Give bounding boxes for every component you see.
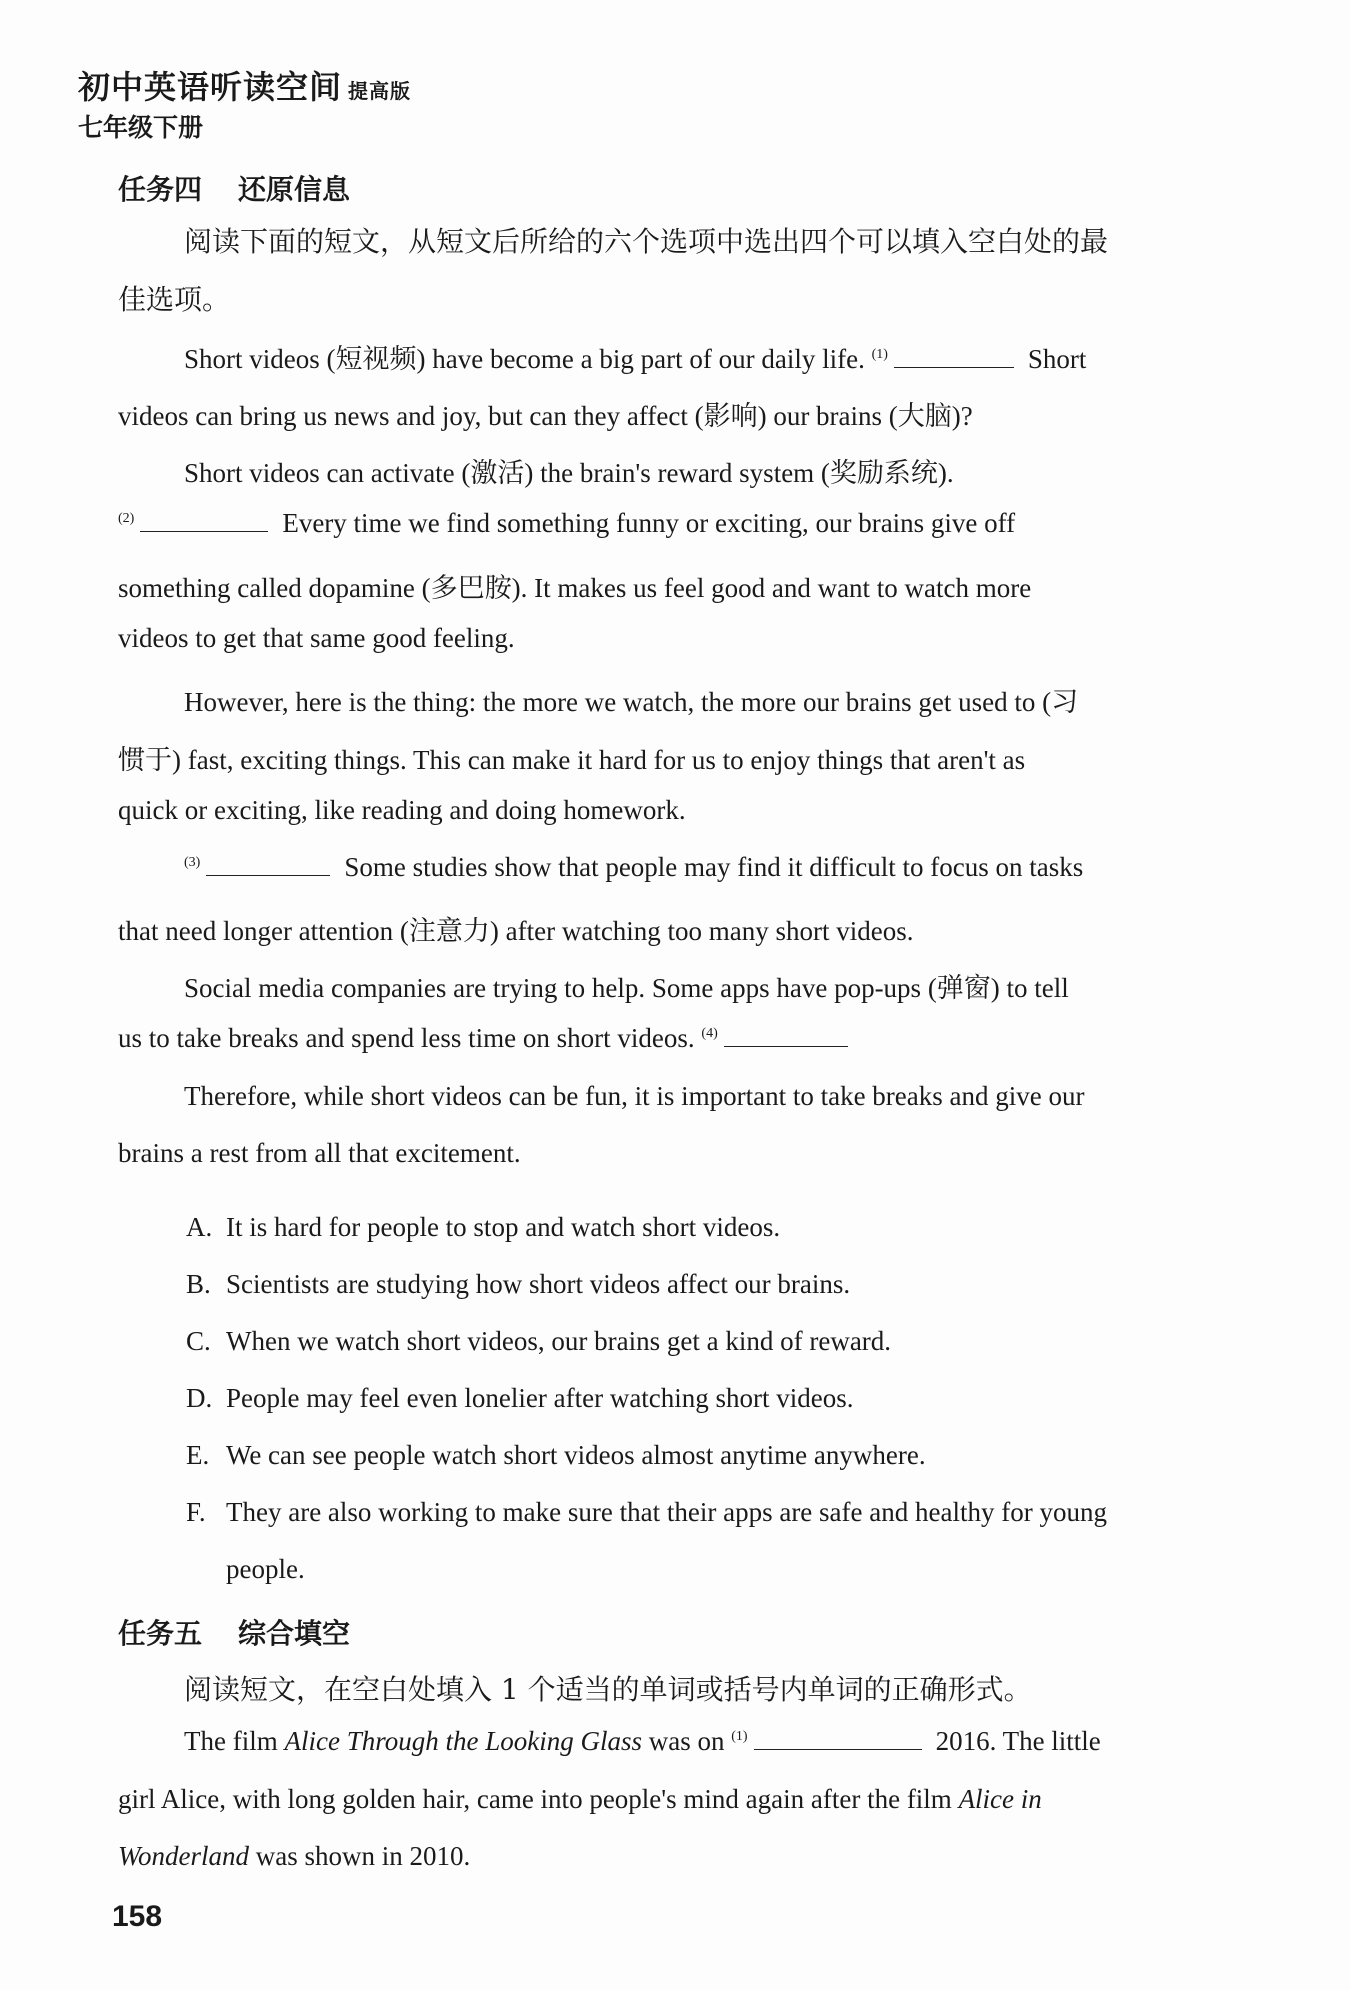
text-span: The film [184,1726,278,1756]
paragraph-line [184,852,1274,883]
text-span: was shown in 2010. [255,1841,471,1871]
paragraph-line: Therefore, while short videos can be fun, it is important to take breaks and give our [184,1081,1085,1111]
answer-blank[interactable] [754,1727,922,1750]
paragraph-line [118,1784,1268,1815]
paragraph-line [118,1841,1268,1872]
grade-label: 七年级下册 [78,113,204,142]
paragraph-line: 惯于) fast, exciting things. This can make it hard for us to enjoy things that aren't as [118,745,1026,775]
option-b [186,1269,1276,1300]
task4-heading [118,168,350,208]
book-title-text: 初中英语听读空间 [78,68,343,106]
text-span: 2016. The little [935,1726,1101,1756]
option-f-continued: people. [226,1554,305,1584]
paragraph-line: that need longer attention (注意力) after watching too many short videos. [118,916,914,946]
option-letter: D. [186,1383,213,1413]
option-d [186,1383,1276,1414]
paragraph-line: Short videos can activate (激活) the brain's reward system (奖励系统). [184,458,954,488]
option-text: Scientists are studying how short videos affect our brains. [226,1269,851,1299]
blank-number: (3) [184,855,201,870]
paragraph-line: something called dopamine (多巴胺). It makes us feel good and want to watch more [118,573,1032,603]
blank-number: (1) [731,1729,748,1744]
option-c [186,1326,1276,1357]
paragraph-line [118,1023,1268,1054]
paragraph-line: However, here is the thing: the more we watch, the more our brains get used to (习 [184,687,1079,717]
answer-blank[interactable] [724,1024,848,1047]
paragraph-line: brains a rest from all that excitement. [118,1138,521,1168]
paragraph-line: videos can bring us news and joy, but can they affect (影响) our brains (大脑)? [118,401,973,431]
option-letter: B. [186,1269,211,1299]
option-e [186,1440,1276,1471]
text-span: Some studies show that people may find it difficult to focus on tasks [344,852,1084,882]
paragraph-line: quick or exciting, like reading and doing homework. [118,795,686,825]
task4-number: 任务四 [118,173,203,206]
text-span: Short videos (短视频) have become a big part of our daily life. [184,344,865,374]
answer-blank[interactable] [140,509,268,532]
option-text: It is hard for people to stop and watch short videos. [226,1212,781,1242]
option-a [186,1212,1276,1243]
text-span: Every time we find something funny or exciting, our brains give off [282,508,1016,538]
option-letter: F. [186,1497,206,1527]
task5-name: 综合填空 [238,1617,351,1650]
book-title [78,62,411,108]
page-number: 158 [112,1900,163,1933]
task4-instruction-2: 佳选项。 [118,283,231,316]
paragraph-line: Social media companies are trying to help. Some apps have pop-ups (弹窗) to tell [184,973,1069,1003]
text-span: us to take breaks and spend less time on short videos. [118,1023,695,1053]
task4-instruction-1: 阅读下面的短文，从短文后所给的六个选项中选出四个可以填入空白处的最 [184,225,1109,258]
task4-name: 还原信息 [238,173,351,206]
option-letter: C. [186,1326,211,1356]
film-title: Alice in [958,1784,1042,1814]
answer-blank[interactable] [206,853,330,876]
film-title: Alice Through the Looking Glass [284,1726,642,1756]
option-text: When we watch short videos, our brains get a kind of reward. [226,1326,892,1356]
option-letter: E. [186,1440,210,1470]
option-letter: A. [186,1212,213,1242]
task5-number: 任务五 [118,1617,203,1650]
text-span: girl Alice, with long golden hair, came into people's mind again after the film [118,1784,952,1814]
blank-number: (2) [118,511,135,526]
answer-blank[interactable] [894,345,1014,368]
paragraph-line [184,1726,1274,1757]
blank-number: (4) [701,1026,718,1041]
text-span: was on [648,1726,725,1756]
paragraph-line [184,337,1274,376]
task5-instruction: 阅读短文，在空白处填入 1 个适当的单词或括号内单词的正确形式。 [184,1673,1032,1706]
paragraph-line [118,508,1268,539]
film-title: Wonderland [118,1841,250,1871]
task5-heading [118,1612,350,1652]
option-text: People may feel even lonelier after watching short videos. [226,1383,854,1413]
blank-number: (1) [871,347,888,362]
option-text: They are also working to make sure that their apps are safe and healthy for young [226,1497,1107,1527]
edition-badge: 提高版 [348,79,412,103]
text-span: Short [1027,344,1087,374]
paragraph-line: videos to get that same good feeling. [118,623,515,653]
option-f [186,1497,1276,1528]
option-text: We can see people watch short videos almost anytime anywhere. [226,1440,926,1470]
